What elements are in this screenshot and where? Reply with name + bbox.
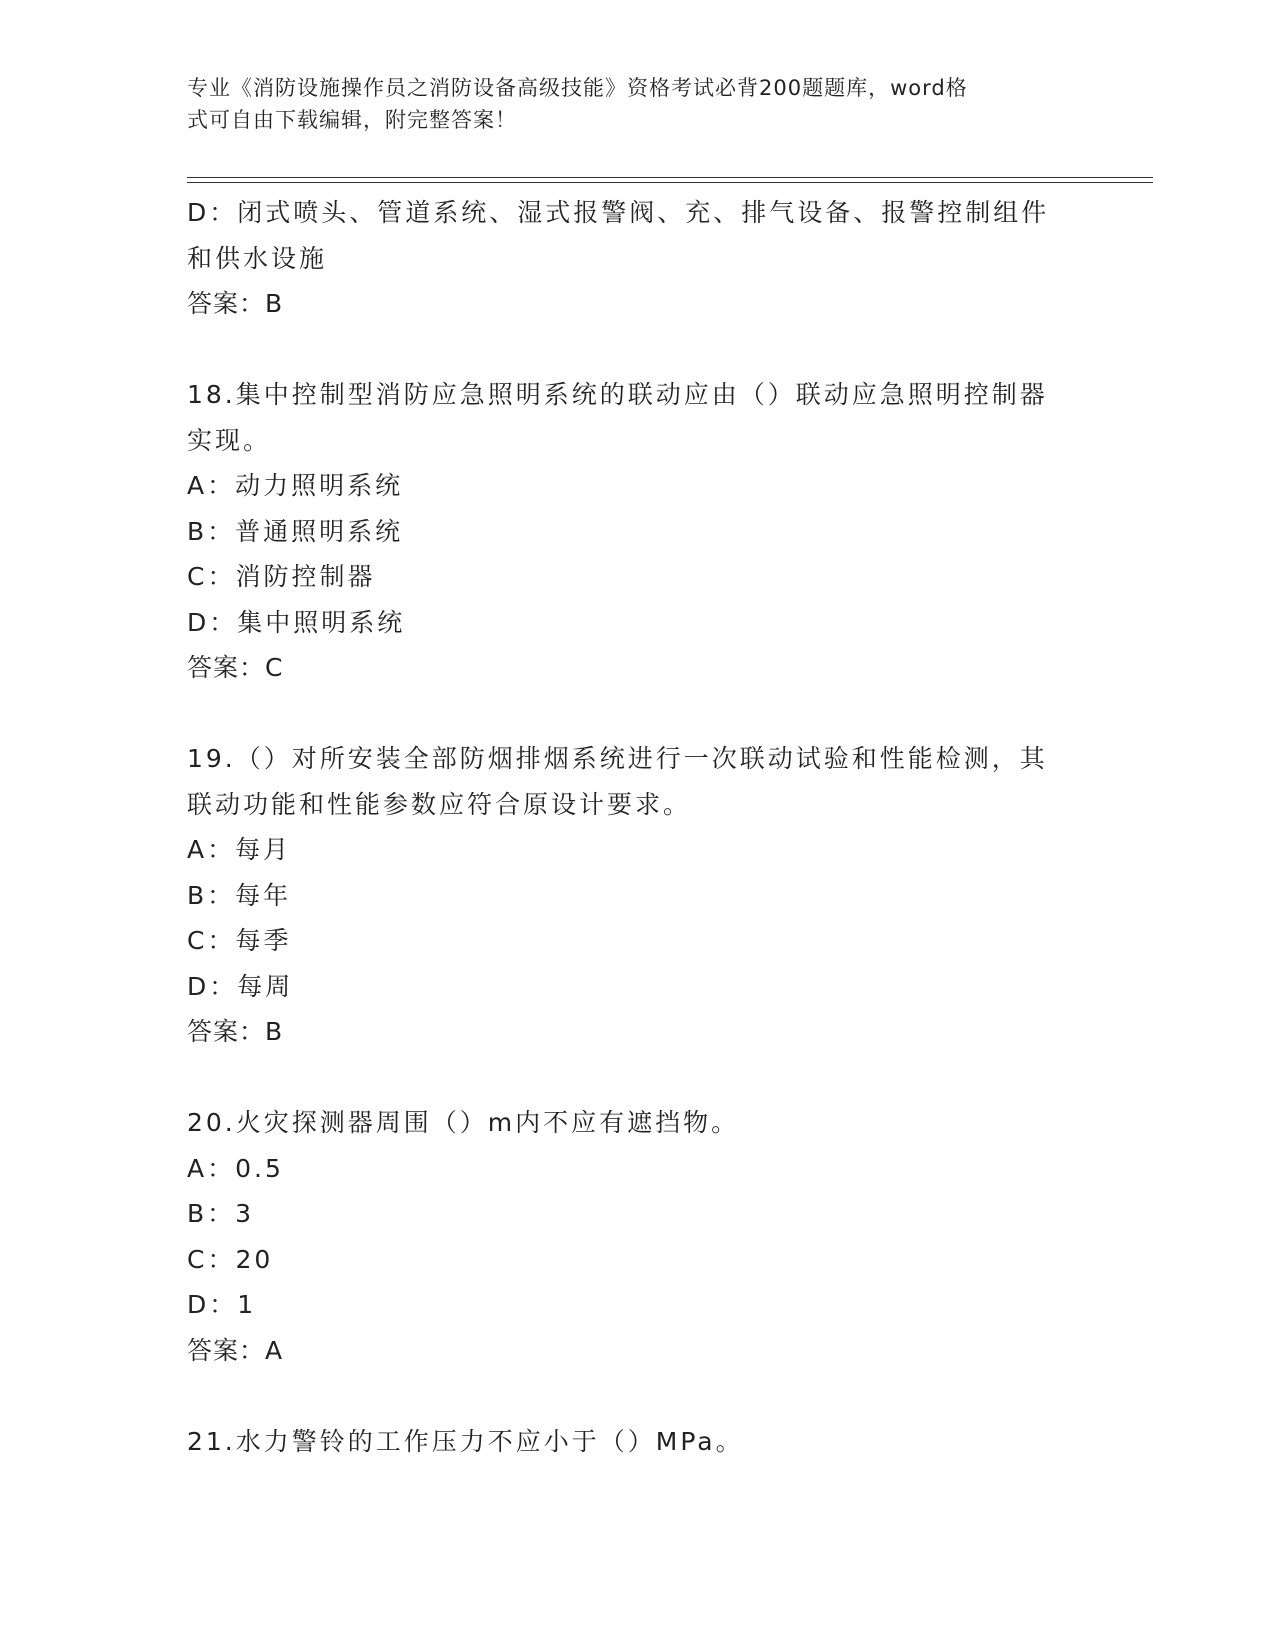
document-header: [187, 72, 1067, 136]
answer: 答案：C: [187, 653, 284, 682]
question-stem-line-1: 18.集中控制型消防应急照明系统的联动应由（）联动应急照明控制器: [187, 380, 1048, 409]
option-d: D：每周: [187, 971, 294, 1001]
header-line-2: 式可自由下载编辑，附完整答案！: [187, 108, 517, 132]
option-c: C：消防控制器: [187, 562, 376, 591]
answer: 答案：B: [187, 289, 284, 318]
header-line-1: 专业《消防设施操作员之消防设备高级技能》资格考试必背200题题库，word格: [187, 76, 968, 100]
option-a: A：动力照明系统: [187, 471, 404, 500]
option-d-line-2: 和供水设施: [187, 243, 328, 273]
option-b: B：每年: [187, 880, 292, 910]
spacer: [187, 327, 1087, 373]
option-d: D：集中照明系统: [187, 607, 406, 637]
header-divider-top: [187, 177, 1153, 178]
question-21: [187, 1419, 1087, 1465]
option-d: D：1: [187, 1290, 257, 1319]
question-18: [187, 372, 1087, 691]
question-20: [187, 1100, 1087, 1373]
option-d-line-1: D：闭式喷头、管道系统、湿式报警阀、充、排气设备、报警控制组件: [187, 198, 1050, 227]
question-list: [187, 190, 1087, 1464]
spacer: [187, 1373, 1087, 1419]
answer: 答案：B: [187, 1017, 284, 1046]
header-divider-bottom: [187, 182, 1153, 183]
option-a: A：0.5: [187, 1153, 284, 1183]
question-stem-line-1: 19.（）对所安装全部防烟排烟系统进行一次联动试验和性能检测，其: [187, 744, 1048, 773]
option-b: B：普通照明系统: [187, 516, 404, 546]
answer: 答案：A: [187, 1335, 284, 1365]
spacer: [187, 691, 1087, 737]
question-17: [187, 190, 1087, 327]
question-stem-line-1: 20.火灾探测器周围（）m内不应有遮挡物。: [187, 1108, 740, 1137]
option-b: B：3: [187, 1199, 255, 1228]
question-stem-line-1: 21.水力警铃的工作压力不应小于（）MPa。: [187, 1426, 744, 1456]
option-c: C：20: [187, 1244, 274, 1274]
question-stem-line-2: 实现。: [187, 425, 272, 455]
question-19: [187, 736, 1087, 1055]
question-stem-line-2: 联动功能和性能参数应符合原设计要求。: [187, 789, 692, 819]
option-a: A：每月: [187, 835, 292, 864]
spacer: [187, 1055, 1087, 1101]
option-c: C：每季: [187, 926, 292, 955]
